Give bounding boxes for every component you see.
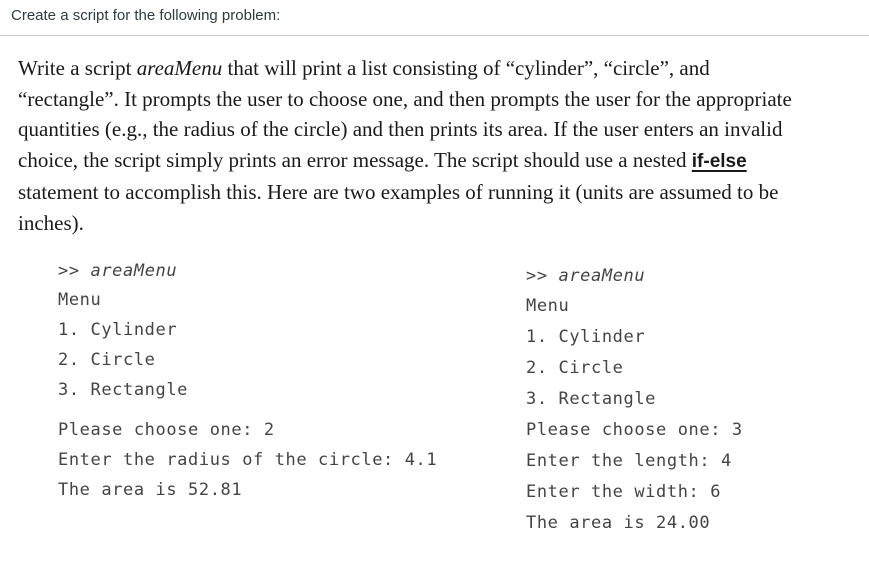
example1-prompt: >>: [58, 261, 91, 281]
script-name: areaMenu: [136, 56, 223, 80]
question-header: Create a script for the following problem:: [11, 7, 281, 24]
problem-statement: [18, 53, 808, 238]
example2-option-cylinder: 1. Cylinder: [526, 327, 646, 347]
problem-text-part1: Write a script: [18, 56, 137, 80]
example1-radius-prompt: Enter the radius of the circle: 4.1: [58, 450, 438, 470]
example2-option-rectangle: 3. Rectangle: [526, 389, 657, 409]
example1-option-cylinder: 1. Cylinder: [58, 320, 178, 340]
problem-text-part2: that will print a list consisting of “cylinder”, “circle”, and “rectangle”. It prompts the user to choose one, and then prompts the user for the appropriate quantities (e.g., the radius of the circle) and then prints its area. If the user enters an invalid choice, the script simply prints an error message. The script should use a nested: [18, 56, 792, 172]
example1-result: The area is 52.81: [58, 480, 243, 500]
example2-choose-prompt: Please choose one: 3: [526, 420, 743, 440]
header-divider: [0, 35, 869, 36]
example1-command: areaMenu: [90, 261, 178, 281]
example1-menu: Menu: [58, 290, 102, 310]
if-else-keyword: if-else: [691, 150, 747, 172]
example2-length-prompt: Enter the length: 4: [526, 451, 732, 471]
problem-text-part3: statement to accomplish this. Here are two examples of running it (units are assumed to be inches).: [18, 180, 779, 235]
example2-option-circle: 2. Circle: [526, 358, 624, 378]
example1-choose-prompt: Please choose one: 2: [58, 420, 275, 440]
example2-result: The area is 24.00: [526, 513, 711, 533]
example2-prompt: >>: [526, 266, 559, 286]
example2-menu: Menu: [526, 296, 570, 316]
example2-command-line: [526, 266, 645, 286]
example2-width-prompt: Enter the width: 6: [526, 482, 722, 502]
example2-command: areaMenu: [558, 266, 646, 286]
example1-option-circle: 2. Circle: [58, 350, 156, 370]
example1-command-line: [58, 261, 177, 281]
example1-option-rectangle: 3. Rectangle: [58, 380, 189, 400]
